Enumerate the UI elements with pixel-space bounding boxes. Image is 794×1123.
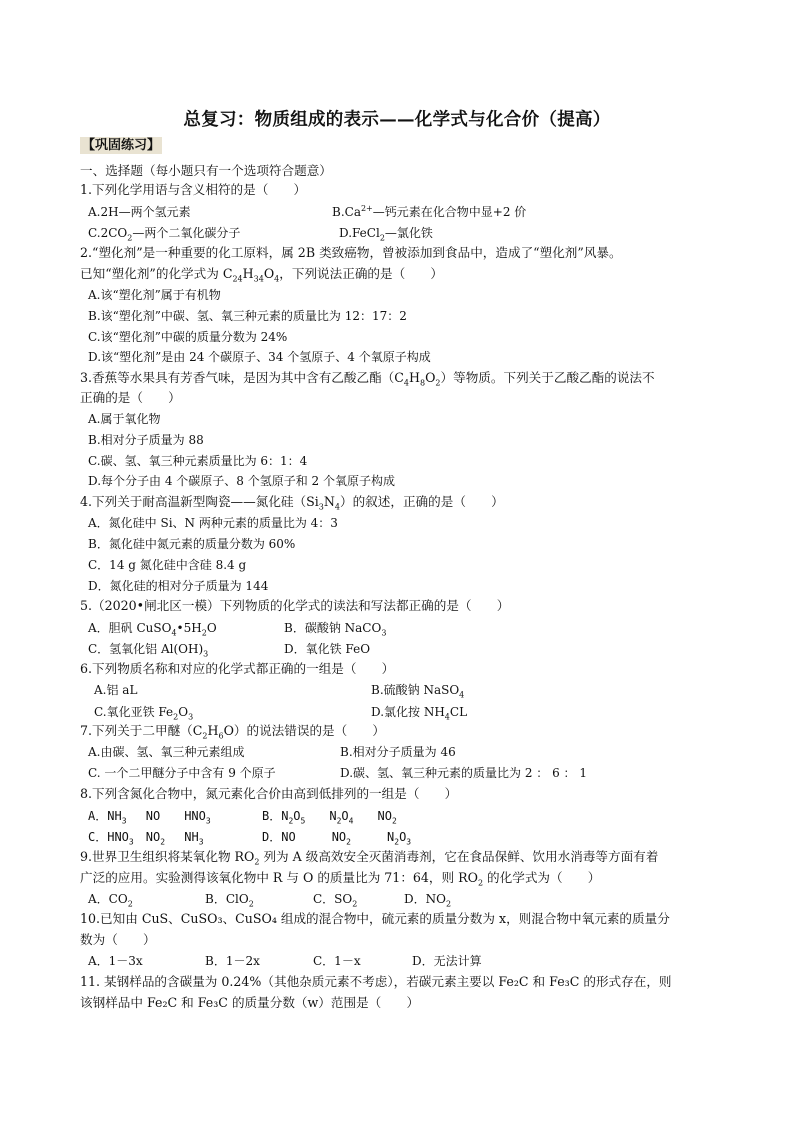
q4-option-d: D．氮化硅的相对分子质量为 144 (88, 579, 269, 593)
q7-option-d: D.碳、氢、氧三种元素的质量比为 2 ： 6 ： 1 (340, 766, 587, 780)
q3-stem-line2: 正确的是（ ） (80, 390, 181, 405)
q6-option-d: D.氯化按 $NH_4CL$ (371, 705, 468, 722)
q8-option-b: B．$N_2O_5$ $N_2O_4$ $NO_2$ (262, 809, 397, 826)
q6-option-a: A.铝 aL (94, 683, 138, 697)
q3-option-b: B.相对分子质量为 88 (88, 433, 204, 447)
q5-option-c: C．氢氧化铝 $Al(OH)_3$ (88, 642, 209, 659)
q11-stem-line2: 该钢样品中 Fe₂C 和 Fe₃C 的质量分数（w）范围是（ ） (80, 995, 420, 1010)
q2-option-b: B.该“塑化剂”中碳、氢、氧三种元素的质量比为 12：17：2 (88, 309, 407, 323)
q4-stem: 4.下列关于耐高温新型陶瓷——氮化硅$(Si_3N_4)$的叙述，正确的是（ ） (80, 494, 504, 512)
q2-stem-line2: 已知“塑化剂”的化学式为 $C_{24}H_{34}O_4$，下列说法正确的是（ ） (80, 266, 443, 284)
q8-option-a: A．$NH_3$ NO $HNO_3$ (88, 809, 211, 826)
q8-stem: 8.下列含氮化合物中，氮元素化合价由高到低排列的一组是（ ） (80, 786, 458, 801)
q8-option-d: D．NO $NO_2$ $N_2O_3$ (262, 830, 412, 847)
q1-stem: 1.下列化学用语与含义相符的是（ ） (80, 182, 307, 197)
q4-option-c: C．14 g 氮化硅中含硅 8.4 g (88, 558, 247, 572)
page-title: 总复习：物质组成的表示——化学式与化合价（提高） (183, 110, 611, 130)
q1-option-a: A.2H—两个氢元素 (88, 205, 191, 219)
q6-option-b: B.硫酸钠 NaSO$_4$ (371, 683, 465, 700)
q5-option-d: D．氧化铁 FeO (284, 642, 371, 656)
q9-option-c: C．$SO_2$ (313, 892, 358, 909)
q10-option-b: B．1－2x (205, 954, 260, 968)
q2-option-d: D.该“塑化剂”是由 24 个碳原子、34 个氢原子、4 个氧原子构成 (88, 350, 431, 364)
q4-option-a: A．氮化硅中 Si、N 两种元素的质量比为 4：3 (88, 516, 338, 530)
q10-option-a: A．1－3x (88, 954, 143, 968)
q3-option-d: D.每个分子由 4 个碳原子、8 个氢原子和 2 个氧原子构成 (88, 474, 395, 488)
q7-stem: 7.下列关于二甲醚$(C_2H_6O)$的说法错误的是（ ） (80, 723, 386, 741)
q3-option-a: A.属于氧化物 (88, 412, 161, 426)
q1-option-c: $C.2CO_2—$两个二氧化碳分子 (88, 226, 241, 243)
section-intro: 一、选择题（每小题只有一个选项符合题意） (80, 163, 332, 178)
q10-option-c: C．1－x (313, 954, 361, 968)
q4-option-b: B．氮化硅中氮元素的质量分数为 60% (88, 537, 296, 551)
q6-stem: 6.下列物质名称和对应的化学式都正确的一组是（ ） (80, 661, 395, 676)
q10-option-d: D．无法计算 (412, 954, 482, 968)
q5-stem: 5.（2020•闸北区一模）下列物质的化学式的读法和写法都正确的是（ ） (80, 598, 510, 613)
q2-option-c: C.该“塑化剂”中碳的质量分数为 24% (88, 330, 288, 344)
q2-stem-line1: 2.“塑化剂”是一种重要的化工原料，属 2B 类致癌物，曾被添加到食品中，造成了“塑化剂”风暴。 (80, 245, 622, 260)
q7-option-c: C. 一个二甲醚分子中含有 9 个原子 (88, 766, 276, 780)
q10-stem-line2: 数为（ ） (80, 932, 156, 947)
q3-stem-line1: 3.香蕉等水果具有芳香气味，是因为其中含有乙酸乙酯$(C_4H_8O_2)$等物质。下列关于乙酸乙酯的说法不 (80, 370, 655, 388)
q11-stem-line1: 11. 某钢样品的含碳量为 0.24%（其他杂质元素不考虑），若碳元素主要以 Fe₂C 和 Fe₃C 的形式存在，则 (80, 974, 672, 989)
q9-stem-line1: 9.世界卫生组织将某氧化物 $RO_2$ 列为 A 级高效安全灭菌消毒剂，它在食品保鲜、饮用水消毒等方面有着 (80, 849, 659, 867)
q9-option-a: A．$CO_2$ (88, 892, 133, 909)
section-tag: 【巩固练习】 (82, 138, 161, 153)
q8-option-c: C．$HNO_3$ $NO_2$ $NH_3$ (88, 830, 204, 847)
q7-option-a: A.由碳、氢、氧三种元素组成 (88, 745, 245, 759)
q5-option-b: B．碳酸钠 NaCO$_3$ (284, 621, 387, 638)
q9-stem-line2: 广泛的应用。实验测得该氧化物中 R 与 O 的质量比为 71：64，则 $RO_2$ 的化学式为（ ） (80, 870, 601, 888)
q7-option-b: B.相对分子质量为 46 (340, 745, 456, 759)
q6-option-c: C.氧化亚铁 $Fe_2O_3$ (94, 705, 194, 722)
q5-option-a: A．胆矾 $CuSO_4•5H_2O$ (88, 621, 217, 638)
q1-option-b: $B.Ca^{2+}—$钙元素在化合物中显+2 价 (332, 204, 527, 219)
q2-option-a: A.该“塑化剂”属于有机物 (88, 288, 221, 302)
q9-option-d: D．$NO_2$ (404, 892, 452, 909)
q10-stem-line1: 10.已知由 CuS、CuSO₃、CuSO₄ 组成的混合物中，硫元素的质量分数为 x，则混合物中氧元素的质量分 (80, 911, 670, 926)
q1-option-d: D.FeCl$_2$—氯化铁 (339, 226, 433, 243)
q9-option-b: B．ClO$_2$ (205, 892, 254, 909)
q3-option-c: C.碳、氢、氧三种元素质量比为 6：1：4 (88, 454, 308, 468)
